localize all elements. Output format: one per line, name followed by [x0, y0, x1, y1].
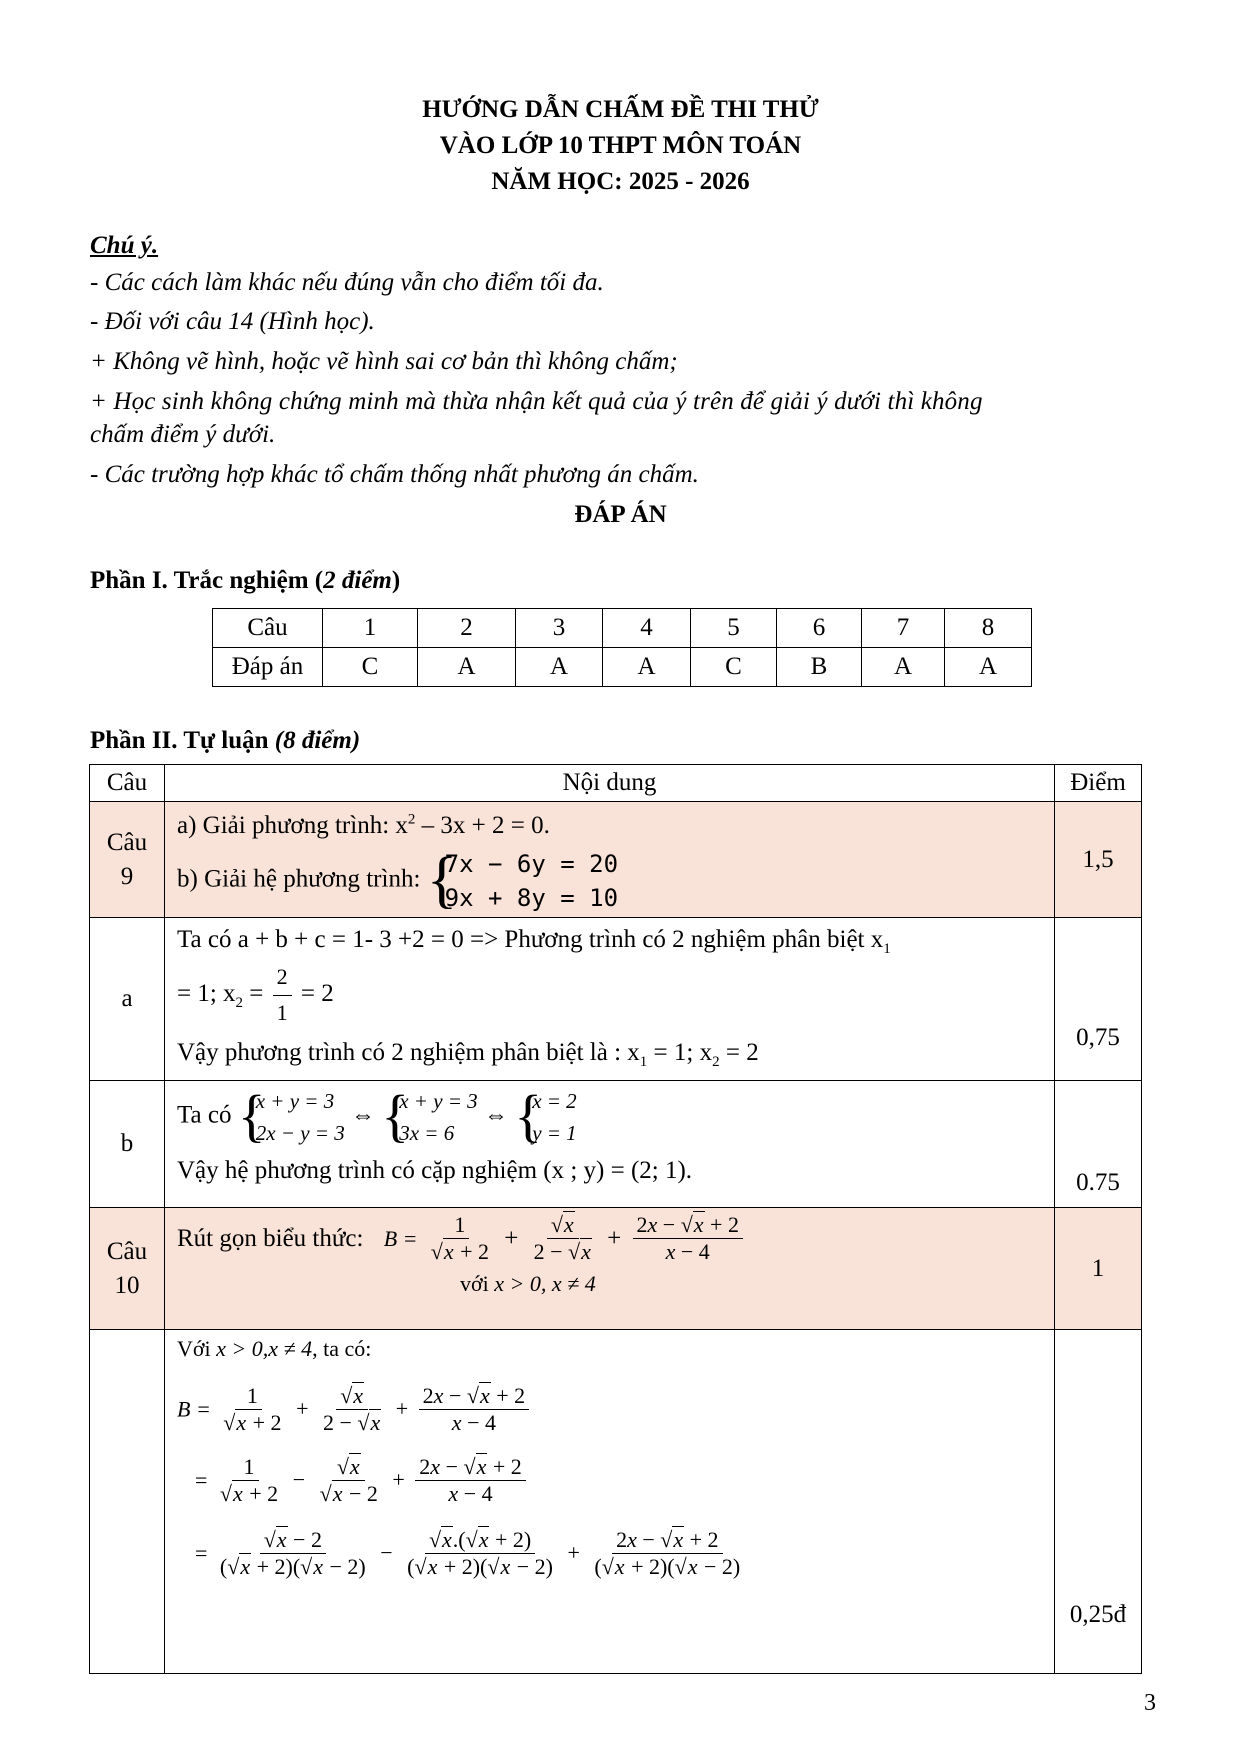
question-10-label: Câu 10: [90, 1208, 165, 1330]
question-number: 8: [945, 609, 1032, 648]
question-number: 4: [603, 609, 691, 648]
question-10-condition: với x > 0, x ≠ 4: [460, 1271, 596, 1296]
question-row: [213, 609, 1032, 648]
question-10-points: 1: [1055, 1208, 1142, 1330]
equation-system: { 7x − 6y = 20 9x + 8y = 10: [426, 843, 619, 915]
solution-step-3: = $\frac{√x - 2}{(√x + 2)(√x - 2)}$ − $\frac{√x.(√x + 2)}{(√x + 2)(√x - 2)}$ + $\frac{2x - √x + 2}{(√x + 2)(√x - 2)}$: [195, 1526, 741, 1579]
part-label-a: a: [90, 918, 165, 1081]
question-number: 7: [862, 609, 945, 648]
fraction: $\frac{√x}{2 - √x}$: [533, 1212, 591, 1264]
answer-cell: B: [777, 648, 862, 687]
question-9-points: 1,5: [1055, 802, 1142, 918]
answer-row: [213, 648, 1032, 687]
answer-heading: ĐÁP ÁN: [574, 501, 667, 528]
question-9a-text: a) Giải phương trình: $x^2 - 3x + 2 = 0$.: [177, 811, 550, 839]
answer-cell: C: [691, 648, 777, 687]
title-line-2: VÀO LỚP 10 THPT MÔN TOÁN: [439, 132, 802, 159]
question-number: 5: [691, 609, 777, 648]
question-9b-points: 0.75: [1055, 1081, 1142, 1208]
part1-title: Phần I. Trắc nghiệm (2 điểm): [90, 567, 401, 594]
note-item: chấm điểm ý dưới.: [90, 421, 276, 448]
note-item: - Đối với câu 14 (Hình học).: [90, 308, 375, 335]
empty-label-cell: [90, 1330, 165, 1674]
question-number: 3: [516, 609, 603, 648]
question-9a-solution: Ta có a + b + c = 1- 3 +2 = 0 => Phương trình có 2 nghiệm phân biệt $x_1$ = 1; $x_2$ = $\frac{2}{1}$ = 2 Vậy phương trình có 2 nghiệm phân biệt là : $x_1 = 1$; $x_2 = 2$: [165, 918, 1055, 1081]
title-line-3: NĂM HỌC: 2025 - 2026: [491, 168, 750, 195]
question-9b-text: b) Giải hệ phương trình: { 7x − 6y = 20 9x + 8y = 10: [177, 843, 619, 915]
equation-system: { x + y = 3 3x = 6: [381, 1082, 478, 1148]
note-item: - Các cách làm khác nếu đúng vẫn cho điểm tối đa.: [90, 269, 604, 296]
question-number: 6: [777, 609, 862, 648]
header-content: Nội dung: [165, 765, 1055, 802]
answer-cell: A: [418, 648, 516, 687]
question-9a-solution-row: [90, 918, 1142, 1081]
row-label: Câu: [213, 609, 323, 648]
question-number: 1: [323, 609, 418, 648]
notes-heading: Chú ý.: [90, 232, 159, 259]
equation-system: { x = 2 y = 1: [514, 1082, 577, 1148]
question-10-solution: [165, 1330, 1055, 1674]
question-9-label: Câu 9: [90, 802, 165, 918]
part-label-b: b: [90, 1081, 165, 1208]
question-number: 2: [418, 609, 516, 648]
question-10-solution-row: [90, 1330, 1142, 1674]
question-9b-solution: Ta có { x + y = 3 2x − y = 3 ⇔ { x + y = 3 3x = 6 ⇔ { x = 2 y = 1 Vậy hệ phương trình có cặp nghiệm (x ; y) = (2; 1).: [165, 1081, 1055, 1208]
question-9b-conclusion: Vậy hệ phương trình có cặp nghiệm (x ; y) = (2; 1).: [177, 1157, 693, 1184]
answer-cell: A: [516, 648, 603, 687]
answer-cell: A: [862, 648, 945, 687]
question-9-row: [90, 802, 1142, 918]
header-points: Điểm: [1055, 765, 1142, 802]
table-header-row: [90, 765, 1142, 802]
solution-step-1: B = $\frac{1}{√x + 2}$ + $\frac{√x}{2 - √x}$ + $\frac{2x - √x + 2}{x - 4}$: [177, 1385, 1054, 1434]
multiple-choice-table: [212, 608, 1032, 687]
essay-grading-table: [89, 764, 1142, 1674]
note-item: + Không vẽ hình, hoặc vẽ hình sai cơ bản thì không chấm;: [90, 348, 678, 375]
page-number: 3: [1144, 1690, 1156, 1716]
fraction: $\frac{2}{1}$: [273, 962, 292, 1029]
fraction: $\frac{2x - √x + 2}{x - 4}$: [633, 1214, 743, 1263]
note-item: - Các trường hợp khác tổ chấm thống nhất phương án chấm.: [90, 461, 699, 488]
question-10-row: [90, 1208, 1142, 1330]
question-9-content: [165, 802, 1055, 918]
header-question: Câu: [90, 765, 165, 802]
answer-cell: A: [603, 648, 691, 687]
question-10-solution-points: 0,25đ: [1055, 1330, 1142, 1674]
question-9b-solution-row: [90, 1081, 1142, 1208]
equation-system: { x + y = 3 2x − y = 3: [237, 1082, 345, 1148]
solution-step-2: = $\frac{1}{√x + 2}$ − $\frac{√x}{√x - 2}$ + $\frac{2x - √x + 2}{x - 4}$: [177, 1456, 1054, 1505]
question-9a-points: 0,75: [1055, 918, 1142, 1081]
fraction: $\frac{1}{√x + 2}$: [430, 1212, 490, 1264]
part2-title: Phần II. Tự luận (8 điểm): [90, 727, 361, 754]
solution-intro: Với x > 0,x ≠ 4, ta có:: [177, 1336, 372, 1361]
answer-cell: A: [945, 648, 1032, 687]
question-10-content: Rút gọn biểu thức: B = $\frac{1}{√x + 2}$ + $\frac{√x}{2 - √x}$ + $\frac{2x - √x + 2}{x - 4}$ với x > 0, x ≠ 4: [165, 1208, 1055, 1330]
row-label: Đáp án: [213, 648, 323, 687]
note-item: + Học sinh không chứng minh mà thừa nhận kết quả của ý trên để giải ý dưới thì không: [90, 388, 983, 415]
title-line-1: HƯỚNG DẪN CHẤM ĐỀ THI THỬ: [422, 96, 819, 123]
answer-cell: C: [323, 648, 418, 687]
